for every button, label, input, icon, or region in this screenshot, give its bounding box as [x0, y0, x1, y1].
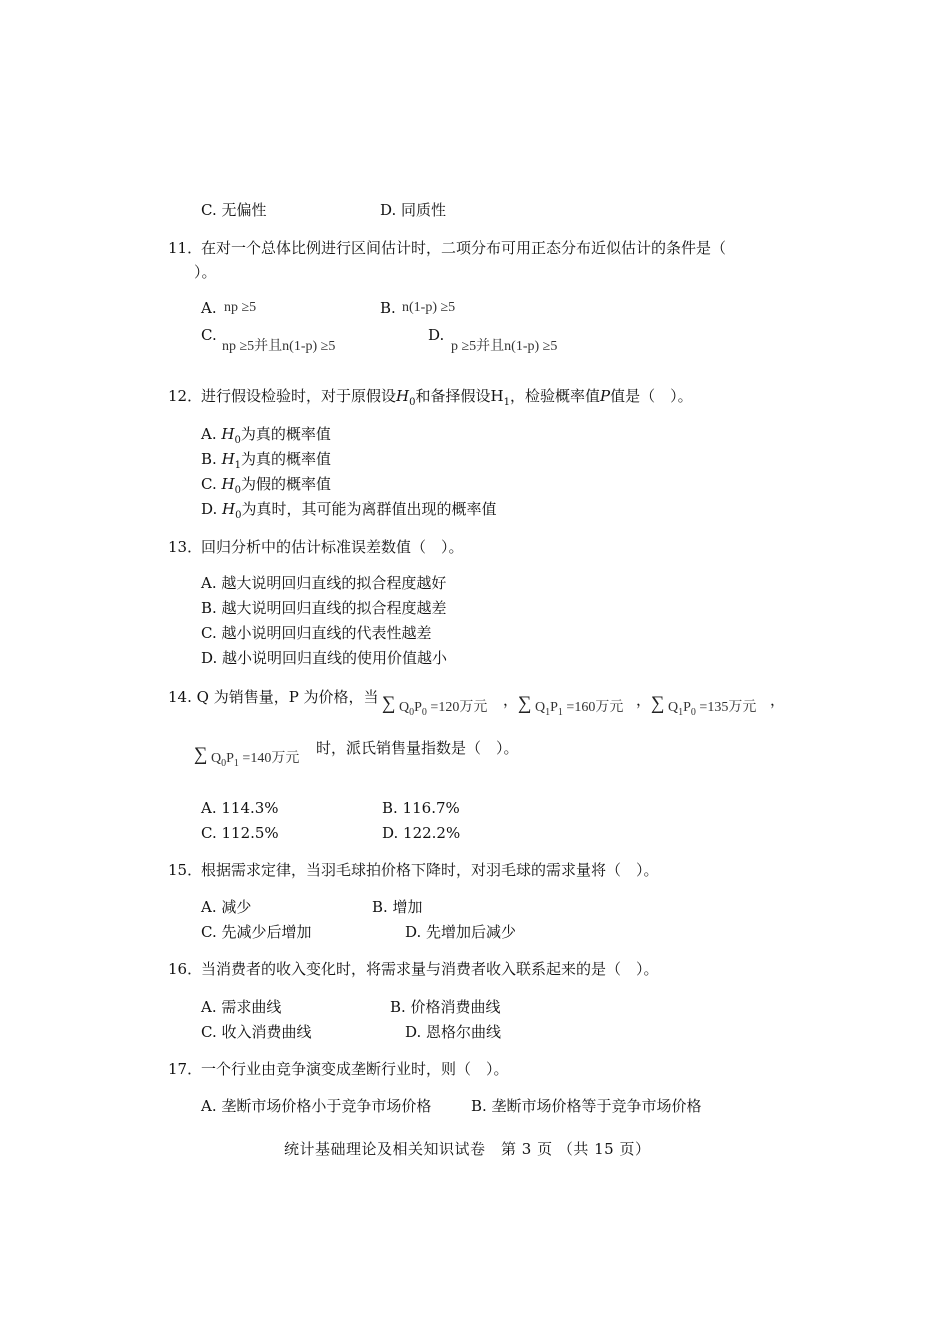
- q11-option-b-label: B.: [380, 299, 396, 317]
- q13-option-c: C. 越小说明回归直线的代表性越差: [201, 624, 432, 642]
- sum-symbol: ∑: [518, 693, 532, 714]
- q11-option-c: np ≥5并且n(1-p) ≥5: [222, 339, 336, 354]
- q14-formula-1: $Q_0P_0 =120$万元: [399, 700, 488, 718]
- sum-symbol: ∑: [382, 693, 396, 714]
- q16-option-d: D. 恩格尔曲线: [405, 1023, 502, 1041]
- q11-option-a: np ≥5: [224, 300, 257, 315]
- q16-option-b: B. 价格消费曲线: [390, 998, 501, 1016]
- q16-number: 16．: [168, 960, 203, 978]
- q14-stem: 14. Q 为销售量，P 为价格，当: [168, 688, 379, 706]
- q12-option-b: B. $H_1$为真的概率值: [201, 450, 332, 471]
- q11-option-c-label: C.: [201, 326, 217, 344]
- q14-stem-continued: 时，派氏销售量指数是（ ）。: [316, 739, 519, 757]
- q12-option-d: D. $H_0$为真时，其可能为离群值出现的概率值: [201, 500, 497, 521]
- q17-number: 17．: [168, 1060, 203, 1078]
- q11-option-a-label: A.: [201, 299, 217, 317]
- q14-formula-3: $Q_1P_0 =135$万元: [668, 700, 757, 718]
- q16-option-c: C. 收入消费曲线: [201, 1023, 312, 1041]
- q13-option-d: D. 越小说明回归直线的使用价值越小: [201, 649, 448, 667]
- q14-comma-3: ，: [770, 691, 786, 709]
- q16-option-a: A. 需求曲线: [201, 998, 282, 1016]
- q14-formula-2: $Q_1P_1 =160$万元: [535, 700, 624, 718]
- q11-option-d-label: D.: [428, 326, 445, 344]
- q10-option-c: C. 无偏性: [201, 201, 267, 219]
- q12-number: 12．: [168, 387, 203, 405]
- q12-option-a: A. $H_0$为真的概率值: [201, 425, 331, 446]
- q17-stem: 一个行业由竞争演变成垄断行业时，则（ ）。: [201, 1060, 509, 1078]
- q12-stem: 进行假设检验时，对于原假设$H_0$和备择假设$H_1$，检验概率值P值是（ ）。: [201, 387, 693, 408]
- q10-option-d: D. 同质性: [380, 201, 447, 219]
- q13-number: 13．: [168, 538, 203, 556]
- q14-option-d: D. 122.2%: [382, 824, 461, 842]
- q15-number: 15．: [168, 861, 203, 879]
- sum-symbol: ∑: [194, 744, 208, 765]
- q14-formula-4: $Q_0P_1 =140$万元: [211, 751, 300, 769]
- q11-stem-continued: ）。: [194, 263, 217, 281]
- q14-option-b: B. 116.7%: [382, 799, 460, 817]
- q16-stem: 当消费者的收入变化时，将需求量与消费者收入联系起来的是（ ）。: [201, 960, 659, 978]
- sum-symbol: ∑: [651, 693, 665, 714]
- q17-option-b: B. 垄断市场价格等于竞争市场价格: [471, 1097, 702, 1115]
- q14-comma-1: ，: [503, 691, 519, 709]
- q13-stem: 回归分析中的估计标准误差数值（ ）。: [201, 538, 464, 556]
- q11-number: 11．: [168, 239, 203, 257]
- q15-stem: 根据需求定律，当羽毛球拍价格下降时，对羽毛球的需求量将（ ）。: [201, 861, 659, 879]
- q17-option-a: A. 垄断市场价格小于竞争市场价格: [201, 1097, 432, 1115]
- q14-option-a: A. 114.3%: [201, 799, 279, 817]
- q11-option-b: n(1-p) ≥5: [402, 300, 456, 315]
- q13-option-b: B. 越大说明回归直线的拟合程度越差: [201, 599, 447, 617]
- q12-option-c: C. $H_0$为假的概率值: [201, 475, 331, 496]
- q15-option-c: C. 先减少后增加: [201, 923, 312, 941]
- q15-option-a: A. 减少: [201, 898, 252, 916]
- q11-stem: 在对一个总体比例进行区间估计时，二项分布可用正态分布近似估计的条件是（: [201, 239, 727, 257]
- q14-option-c: C. 112.5%: [201, 824, 279, 842]
- q15-option-b: B. 增加: [372, 898, 423, 916]
- q14-comma-2: ，: [636, 691, 652, 709]
- page-footer: 统计基础理论及相关知识试卷 第 3 页 （共 15 页）: [284, 1140, 651, 1158]
- q13-option-a: A. 越大说明回归直线的拟合程度越好: [201, 574, 447, 592]
- q11-option-d: p ≥5并且n(1-p) ≥5: [451, 339, 558, 354]
- q15-option-d: D. 先增加后减少: [405, 923, 517, 941]
